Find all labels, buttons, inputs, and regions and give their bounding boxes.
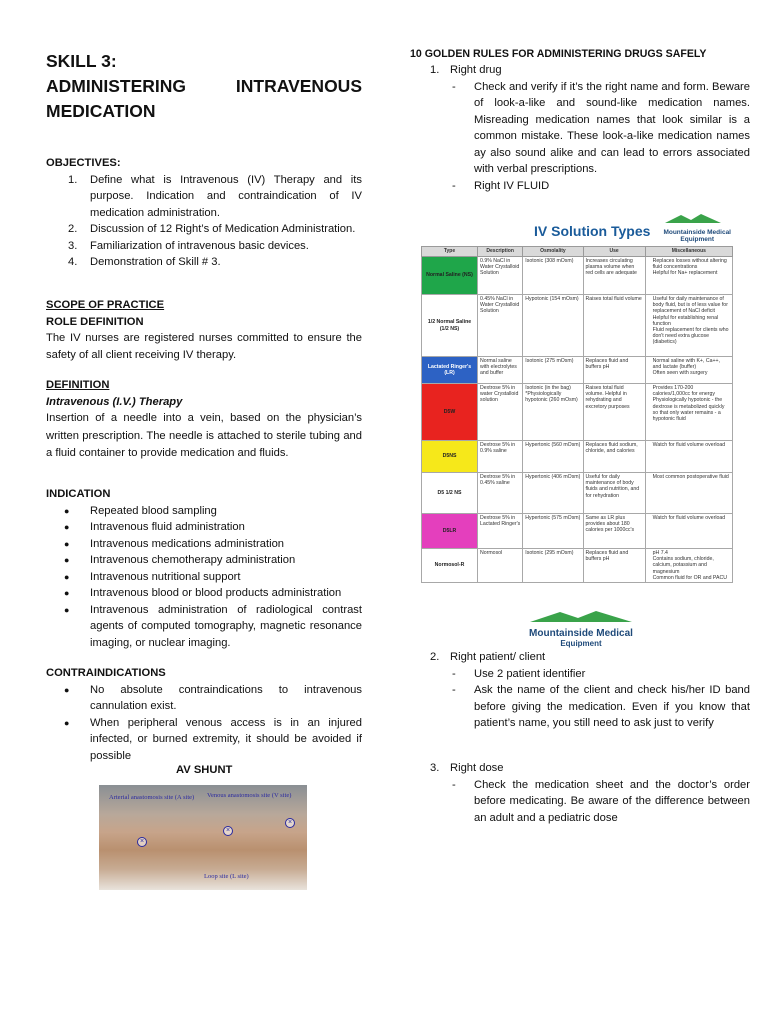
objective-number: 2. [68,223,78,235]
rule-title: Right patient/ client [450,651,546,663]
venous-site-label: Venous anastomosis site (V site) [207,792,292,799]
objective-number: 3. [68,239,78,252]
type-cell: D5W [422,384,478,441]
site-marker-icon: × [223,826,233,836]
table-row [422,441,733,473]
description-cell: Dextrose 5% in Lactated Ringer's [478,514,523,549]
description-cell: Normal saline with electrolytes and buffer [478,357,523,384]
dash-icon: - [452,667,456,680]
site-marker-icon: × [137,837,147,847]
indication-item [46,536,362,553]
osmolality-cell: Hypertonic (560 mOsm) [523,441,583,473]
indication-text: Intravenous nutritional support [90,570,241,583]
misc-item: Physiologically hypotonic - the dextrose is metabolized quickly so that only water remains - a hypotonic fluid [652,397,725,423]
table-row [422,473,733,514]
rule-number: 3. [430,762,440,774]
indication-item [46,585,362,602]
dash-icon: - [452,179,456,192]
contraindications-list [46,682,362,765]
indication-item [46,503,362,520]
misc-item: Watch for fluid volume overload [652,515,726,521]
contraindication-text: No absolute contraindications to intravenous cannulation exist. [90,683,362,712]
title-line-1: SKILL 3: [46,51,117,71]
type-cell: D5 1/2 NS [422,473,478,514]
rule-1 [410,62,750,194]
osmolality-cell: Isotonic (295 mOsm) [523,549,583,583]
indication-list [46,503,362,652]
type-cell: D5NS [422,441,478,473]
golden-rules-heading: 10 GOLDEN RULES FOR ADMINISTERING DRUGS SAFELY [410,48,707,60]
miscellaneous-cell [645,295,732,357]
miscellaneous-cell [645,357,732,384]
rule-2 [410,649,750,732]
indication-item [46,552,362,569]
misc-item: Often seen with surgery [652,370,708,377]
misc-item: Helpful for establishing renal function [652,314,719,327]
use-cell: Useful for daily maintenance of body fluids and nutrition, and for rehydration [583,473,645,514]
use-cell: Raises total fluid volume [583,295,645,357]
rule-2-title-row [410,649,750,666]
table-row [422,384,733,441]
osmolality-cell: Isotonic (in the bag) *Physiologically hypotonic (260 mOsm) [523,384,583,441]
table-row [422,257,733,295]
bullet-icon: ● [64,604,70,615]
misc-item: Watch for fluid volume overload [652,442,726,448]
arterial-site-label: Arterial anastomosis site (A site) [109,794,195,801]
iv-solution-table [421,246,733,583]
iv-table-title: IV Solution Types [534,223,651,239]
osmolality-cell: Hypotonic (154 mOsm) [523,295,583,357]
osmolality-cell: Isotonic (275 mOsm) [523,357,583,384]
rule-number: 1. [430,64,440,76]
rule-3-title-row [410,760,750,777]
rule-detail-text: Check the medication sheet and the doctor’s order before medicating. Be aware of the difference between an adult and a pediatric dose [474,778,750,824]
table-row [422,549,733,583]
type-cell: 1/2 Normal Saline (1/2 NS) [422,295,478,357]
objectives-heading: OBJECTIVES: [46,157,121,169]
description-cell: Dextrose 5% in 0.9% saline [478,441,523,473]
contraindications-section [46,665,362,764]
av-shunt-heading: AV SHUNT [176,764,233,776]
description-cell: 0.9% NaCl in Water Crystalloid Solution [478,257,523,295]
objective-item [46,254,362,271]
objective-number: 1. [68,173,78,186]
indication-item [46,519,362,536]
type-cell: Normal Saline (NS) [422,257,478,295]
miscellaneous-cell [645,549,732,583]
table-row [422,514,733,549]
objective-text: Demonstration of Skill # 3. [90,256,221,268]
iv-table-header [421,212,733,246]
bullet-icon: ● [64,555,70,565]
misc-item: Helpful for Na+ replacement [652,270,718,277]
rule-detail [410,666,750,683]
use-cell: Replaces fluid and buffers pH [583,549,645,583]
rule-detail [410,79,750,178]
use-cell: Raises total fluid volume. Helpful in rehydrating and excretory purposes [583,384,645,441]
contraindication-item [46,682,362,715]
miscellaneous-cell [645,473,732,514]
logo-line-1: Mountainside Medical [529,627,633,639]
column-header: Description [478,247,523,257]
bullet-icon: ● [64,588,70,598]
definition-text: Insertion of a needle into a vein, based on the physician’s written prescription. The needle is attached to sterile tubing and a fluid container to provide medication and fluids. [46,412,362,459]
bullet-icon: ● [64,717,70,728]
definition-section [46,377,362,463]
iv-table-body [422,257,733,583]
definition-term: Intravenous (I.V.) Therapy [46,395,183,408]
objective-text: Familiarization of intravenous basic devices. [90,239,309,252]
contraindication-item [46,715,362,765]
rule-title: Right dose [450,762,504,774]
objective-text: Define what is Intravenous (IV) Therapy and its purpose. Indication and contraindication of IV medication administration. [90,173,362,219]
misc-item: Provides 170-200 calories/1,000cc for energy [652,385,715,398]
use-cell: Same as LR plus provides about 180 calories per 1000cc's [583,514,645,549]
misc-item: Most common postoperative fluid [652,474,729,480]
indication-item [46,569,362,586]
rule-detail-text: Ask the name of the client and check his/her ID band before giving the medication. Even if you know that patient’s name, you still need to ask just to verify [474,684,750,729]
table-header-row [422,247,733,257]
logo-line-1: Mountainside Medical [663,228,731,236]
indication-text: Intravenous blood or blood products administration [90,587,342,599]
indication-text: Intravenous medications administration [90,537,285,550]
objectives-list [46,172,362,271]
column-header: Miscellaneous [645,247,732,257]
bullet-icon: ● [64,538,70,549]
column-header: Use [583,247,645,257]
table-row [422,357,733,384]
scope-section [46,297,362,363]
rule-3 [410,760,750,826]
mountainside-logo [663,212,731,243]
indication-text: Repeated blood sampling [90,504,217,517]
misc-item: Replaces losses without altering fluid concentrations [652,258,727,271]
osmolality-cell: Isotonic (308 mOsm) [523,257,583,295]
objective-item [46,221,362,238]
rule-detail-text: Right IV FLUID [474,179,550,192]
misc-item: Contains sodium, chloride, calcium, potassium and magnesium [652,556,714,575]
use-cell: Replaces fluid and buffers pH [583,357,645,384]
objective-number: 4. [68,256,78,268]
contraindications-heading: CONTRAINDICATIONS [46,667,166,679]
dash-icon: - [452,778,456,791]
description-cell: Dextrose 5% in 0.45% saline [478,473,523,514]
miscellaneous-cell [645,514,732,549]
dash-icon: - [452,80,456,93]
miscellaneous-cell [645,441,732,473]
rule-title: Right drug [450,64,502,76]
misc-item: Fluid replacement for clients who don't need extra glucose (diabetics) [652,327,729,346]
type-cell: Normosol-R [422,549,478,583]
objective-item [46,172,362,222]
site-marker-icon: × [285,818,295,828]
misc-item: Normal saline with K+, Ca++, and lactate (buffer) [652,358,720,371]
bullet-icon: ● [64,571,70,582]
rule-detail [410,777,750,827]
title-word-intravenous: INTRAVENOUS [235,76,362,96]
objective-text: Discussion of 12 Right’s of Medication Administration. [90,223,356,235]
indication-text: Intravenous fluid administration [90,521,245,533]
mountain-icon [663,213,723,223]
logo-line-2: Equipment [560,638,602,648]
bullet-icon: ● [64,684,70,695]
indication-section [46,486,362,651]
miscellaneous-cell [645,384,732,441]
definition-heading: DEFINITION [46,379,110,391]
title-word-administering: ADMINISTERING [46,76,186,96]
loop-site-label: Loop site (L site) [204,873,249,880]
rule-detail-text: Check and verify if it’s the right name and form. Beware of look-a-like and sound-like medication names. Misreading medication names that look similar is a common mistake. These look-a-like medication names ay also sound alike and can lead to errors associated with verbal prescriptions. [474,80,750,175]
av-shunt-photo [99,785,307,890]
page-title [46,49,362,124]
role-definition-heading: ROLE DEFINITION [46,315,144,328]
title-line-3: MEDICATION [46,101,156,121]
rule-number: 2. [430,651,440,663]
description-cell: Dextrose 5% in water Crystalloid solution [478,384,523,441]
indication-item [46,602,362,652]
objectives-section [46,155,362,271]
rule-detail [410,178,750,195]
type-cell: Lactated Ringer's (LR) [422,357,478,384]
dash-icon: - [452,684,456,696]
indication-text: Intravenous chemotherapy administration [90,554,296,566]
rule-detail-text: Use 2 patient identifier [474,667,586,680]
miscellaneous-cell [645,257,732,295]
scope-text: The IV nurses are registered nurses committed to ensure the safety of all client receiving IV therapy. [46,332,362,361]
scope-heading: SCOPE OF PRACTICE [46,299,165,311]
misc-item: pH 7.4 [652,550,668,556]
table-row [422,295,733,357]
description-cell: 0.45% NaCl in Water Crystalloid Solution [478,295,523,357]
indication-heading: INDICATION [46,488,111,500]
contraindication-text: When peripheral venous access is in an injured infected, or burned extremity, it should be avoided if possible [90,716,362,762]
rule-detail [410,682,750,732]
logo-line-2: Equipment [680,235,715,243]
mountainside-logo-bottom [526,610,636,648]
type-cell: D5LR [422,514,478,549]
osmolality-cell: Hypertonic (406 mOsm) [523,473,583,514]
bullet-icon: ● [64,505,70,516]
column-header: Osmolality [523,247,583,257]
indication-text: Intravenous administration of radiological contrast agents of computed tomography, magnetic resonance imaging, or nuclear imaging. [90,603,362,649]
use-cell: Replaces fluid sodium, chloride, and calories [583,441,645,473]
objective-item [46,238,362,255]
use-cell: Increases circulating plasma volume when red cells are adequate [583,257,645,295]
column-header: Type [422,247,478,257]
mountain-icon [526,610,636,622]
rule-1-title-row [410,62,750,79]
title-line-2 [46,74,362,99]
description-cell: Normosol [478,549,523,583]
osmolality-cell: Hypertonic (575 mOsm) [523,514,583,549]
bullet-icon: ● [64,522,70,532]
iv-solution-table-figure [421,212,733,604]
misc-item: Common fluid for OR and PACU [652,574,727,581]
misc-item: Useful for daily maintenance of body fluid, but is of less value for replacement of NaCl deficit [652,296,728,315]
